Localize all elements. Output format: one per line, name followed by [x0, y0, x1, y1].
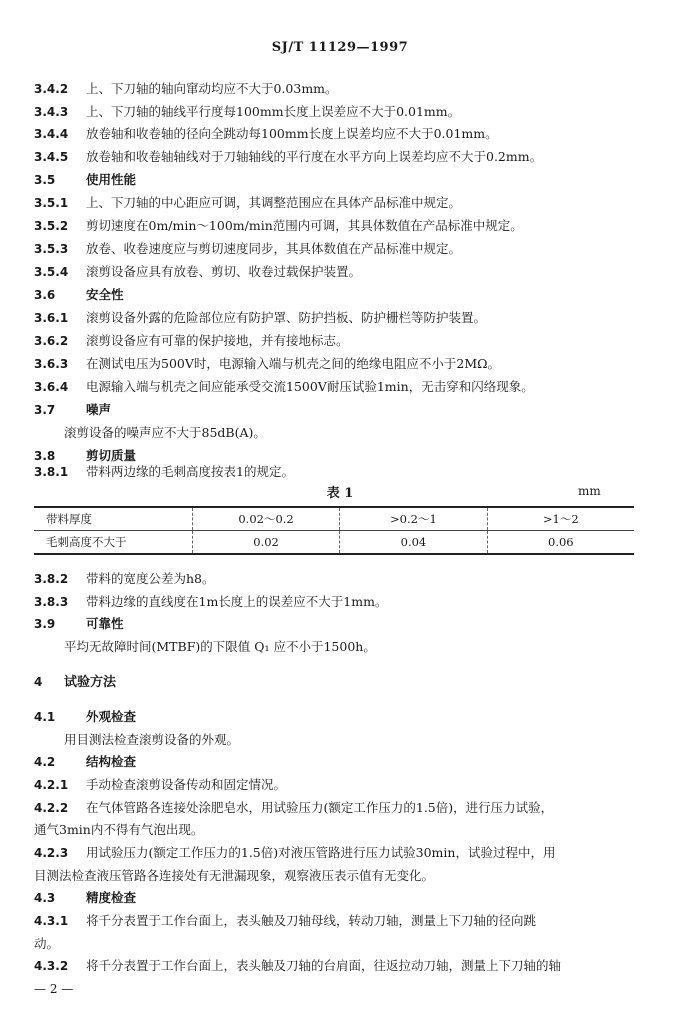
clause-number: 3.6.2 [34, 334, 69, 348]
clause-3-8-3 [34, 593, 650, 611]
section-4-heading [34, 673, 650, 692]
clause-number: 3.5.2 [34, 219, 69, 233]
section-3-7 [34, 401, 650, 419]
clause-3-4-3 [34, 103, 650, 121]
clause-number: 3.8 [34, 449, 56, 463]
clause-number: 3.8.2 [34, 572, 69, 586]
clause-3-6-4 [34, 378, 650, 396]
clause-number: 4.2.1 [34, 778, 69, 792]
clause-4-3-1-cont [34, 935, 650, 953]
clause-number: 3.4.4 [34, 127, 69, 141]
section-title: 剪切质量 [86, 448, 137, 463]
clause-number: 3.6.3 [34, 357, 69, 371]
clause-text: 通气3min内不得有气泡出现。 [34, 822, 204, 837]
table-cell: 0.02 [192, 531, 339, 555]
clause-number: 3.5.4 [34, 265, 69, 279]
clause-text: 在测试电压为500V时，电源输入端与机壳之间的绝缘电阻应不小于2MΩ。 [86, 356, 501, 371]
clause-text: 滚剪设备外露的危险部位应有防护罩、防护挡板、防护栅栏等防护装置。 [86, 310, 487, 325]
clause-text: 剪切速度在0m/min～100m/min范围内可调，其具体数值在产品标准中规定。 [86, 218, 523, 233]
clause-text: 上、下刀轴的中心距应可调，其调整范围应在具体产品标准中规定。 [86, 195, 462, 210]
section-title: 精度检查 [86, 890, 137, 905]
section-title: 使用性能 [86, 172, 137, 187]
clause-text: 带料边缘的直线度在1m长度上的误差应不大于1mm。 [86, 594, 388, 609]
chapter-number: 4 [34, 675, 43, 689]
clause-text: 目测法检查液压管路各连接处有无泄漏现象，观察液压表示值有无变化。 [34, 868, 435, 883]
clause-text: 放卷轴和收卷轴轴线对于刀轴轴线的平行度在水平方向上误差均应不大于0.2mm。 [86, 149, 543, 164]
clause-4-2-3-cont [34, 867, 650, 885]
clause-3-8-1 [34, 463, 650, 481]
table-row [34, 507, 634, 531]
section-4-2 [34, 753, 650, 771]
clause-text: 在气体管路各连接处涂肥皂水，用试验压力(额定工作压力的1.5倍)，进行压力试验， [86, 800, 554, 815]
table-caption: 表 1 [326, 486, 354, 501]
clause-text: 放卷、收卷速度应与剪切速度同步，其具体数值在产品标准中规定。 [86, 241, 462, 256]
clause-3-6-2 [34, 332, 650, 350]
clause-3-6-3 [34, 355, 650, 373]
clause-number: 3.8.3 [34, 595, 69, 609]
clause-number: 4.1 [34, 710, 56, 724]
section-title: 外观检查 [86, 709, 137, 724]
clause-number: 3.5.3 [34, 242, 69, 256]
clause-4-2-1 [34, 776, 650, 794]
clause-3-5-4 [34, 263, 650, 281]
section-title: 安全性 [86, 287, 124, 302]
table-cell: >1～2 [487, 507, 634, 531]
clause-4-1-body [34, 731, 650, 749]
section-4-1 [34, 708, 650, 726]
clause-3-8-2 [34, 570, 650, 588]
clause-text: 电源输入端与机壳之间应能承受交流1500V耐压试验1min，无击穿和闪络现象。 [86, 379, 534, 394]
page-number: — 2 — [34, 982, 74, 996]
clause-text: 手动检查滚剪设备传动和固定情况。 [86, 777, 287, 792]
clause-number: 3.5 [34, 173, 56, 187]
clause-text: 用目测法检查滚剪设备的外观。 [64, 732, 240, 747]
clause-3-5-1 [34, 194, 650, 212]
clause-3-4-2 [34, 80, 650, 98]
clause-4-2-3 [34, 844, 650, 862]
clause-number: 4.3 [34, 891, 56, 905]
clause-text: 滚剪设备应具有放卷、剪切、收卷过载保护装置。 [86, 264, 362, 279]
clause-number: 4.2 [34, 755, 56, 769]
table-cell: 0.04 [340, 531, 487, 555]
clause-3-7-body [34, 424, 650, 442]
clause-text: 将千分表置于工作台面上，表头触及刀轴的台肩面，往返拉动刀轴，测量上下刀轴的轴 [86, 958, 562, 973]
clause-number: 4.3.1 [34, 914, 69, 928]
clause-4-3-2 [34, 957, 650, 975]
clause-text: 将千分表置于工作台面上，表头触及刀轴母线，转动刀轴，测量上下刀轴的径向跳 [86, 913, 537, 928]
section-title: 噪声 [86, 402, 112, 417]
clause-number: 4.2.2 [34, 801, 69, 815]
clause-number: 3.8.1 [34, 465, 69, 479]
clause-text: 带料的宽度公差为h8。 [86, 571, 215, 586]
table-cell: 0.02～0.2 [192, 507, 339, 531]
table-cell: 0.06 [487, 531, 634, 555]
table-cell: >0.2～1 [340, 507, 487, 531]
clause-number: 4.2.3 [34, 846, 69, 860]
clause-number: 3.4.5 [34, 150, 69, 164]
clause-4-2-2 [34, 799, 650, 817]
table-cell: 毛刺高度不大于 [34, 531, 192, 555]
clause-4-3-1 [34, 912, 650, 930]
clause-text: 平均无故障时间(MTBF)的下限值 Q₁ 应不小于1500h。 [64, 639, 376, 654]
clause-4-2-2-cont [34, 821, 650, 839]
clause-3-9-body [34, 638, 650, 656]
clause-3-6-1 [34, 309, 650, 327]
clause-3-4-4 [34, 125, 650, 143]
clause-text: 用试验压力(额定工作压力的1.5倍)对液压管路进行压力试验30min，试验过程中，用 [86, 845, 556, 860]
clause-number: 3.7 [34, 403, 56, 417]
table-unit: mm [578, 484, 601, 498]
clause-text: 动。 [34, 936, 60, 951]
clause-number: 3.6.1 [34, 311, 69, 325]
section-4-3 [34, 889, 650, 907]
clause-number: 3.9 [34, 617, 56, 631]
clause-number: 4.3.2 [34, 959, 69, 973]
clause-text: 上、下刀轴的轴线平行度每100mm长度上误差应不大于0.01mm。 [86, 104, 461, 119]
clause-number: 3.4.3 [34, 105, 69, 119]
clause-text: 上、下刀轴的轴向窜动均应不大于0.03mm。 [86, 81, 338, 96]
clause-text: 带料两边缘的毛刺高度按表1的规定。 [86, 464, 294, 479]
clause-3-5-3 [34, 240, 650, 258]
section-3-5 [34, 171, 650, 189]
clause-number: 3.4.2 [34, 82, 69, 96]
table-cell: 带料厚度 [34, 507, 192, 531]
document-header: SJ/T 11129—1997 [271, 40, 409, 55]
section-3-9 [34, 615, 650, 633]
clause-number: 3.6 [34, 288, 56, 302]
clause-3-4-5 [34, 148, 650, 166]
section-title: 可靠性 [86, 616, 124, 631]
clause-text: 放卷轴和收卷轴的径向全跳动每100mm长度上误差均应不大于0.01mm。 [86, 126, 498, 141]
chapter-title: 试验方法 [64, 675, 117, 690]
clause-3-5-2 [34, 217, 650, 235]
clause-text: 滚剪设备应有可靠的保护接地，并有接地标志。 [86, 333, 349, 348]
clause-text: 滚剪设备的噪声应不大于85dB(A)。 [64, 425, 266, 440]
section-3-6 [34, 286, 650, 304]
clause-number: 3.5.1 [34, 196, 69, 210]
table-row [34, 531, 634, 555]
clause-number: 3.6.4 [34, 380, 69, 394]
burr-height-table [34, 506, 634, 555]
section-title: 结构检查 [86, 754, 137, 769]
